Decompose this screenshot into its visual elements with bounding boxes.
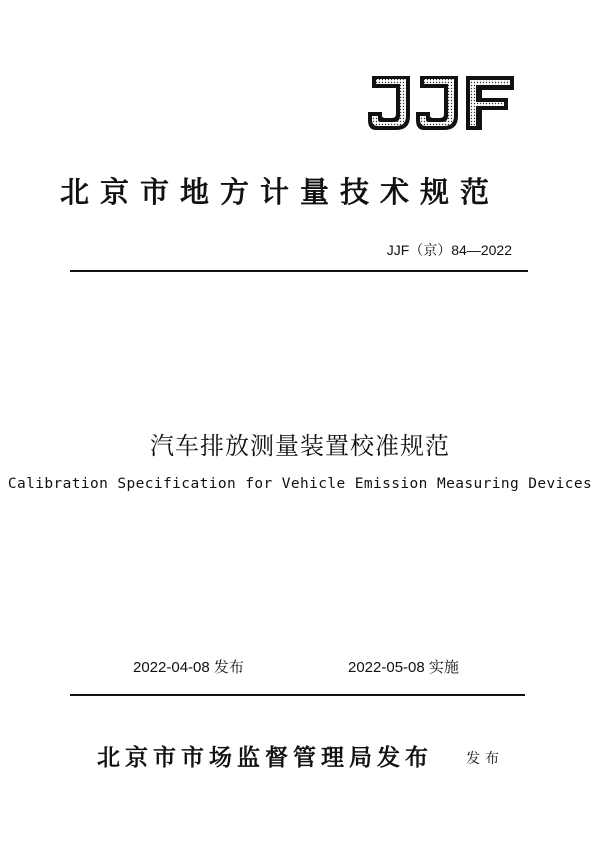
- publisher: 北京市市场监督管理局发布: [97, 745, 433, 771]
- implementation-date: 2022-05-08 实施: [348, 659, 459, 676]
- footer-divider: [70, 694, 525, 696]
- standard-series-title: 北京市地方计量技术规范: [60, 175, 501, 209]
- issue-date: 2022-04-08 发布: [133, 659, 244, 676]
- publish-suffix: 发布: [466, 751, 504, 767]
- header-divider: [70, 270, 528, 272]
- standard-code: JJF（京）84—2022: [386, 242, 512, 258]
- document-title-en: Calibration Specification for Vehicle Emission Measuring Devices: [7, 476, 593, 492]
- document-title-zh: 汽车排放测量装置校准规范: [150, 432, 450, 460]
- jjf-logo: [366, 72, 516, 134]
